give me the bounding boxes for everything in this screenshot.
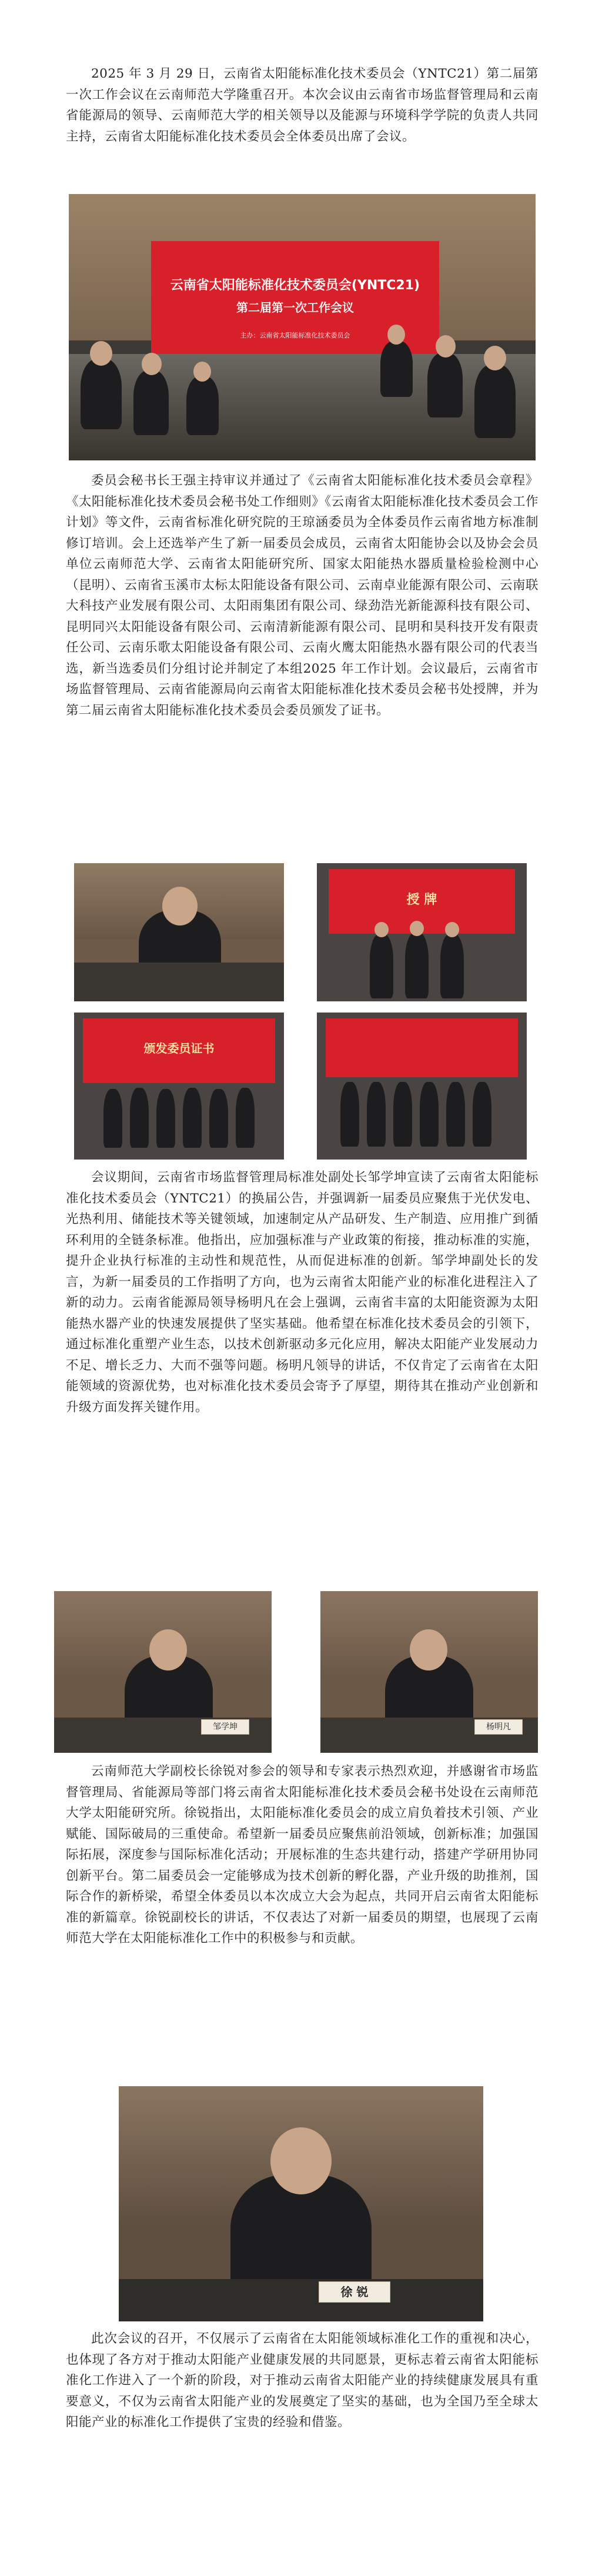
paragraph-agenda: 委员会秘书长王强主持审议并通过了《云南省太阳能标准化技术委员会章程》《太阳能标准化技术委员会秘书处工作细则》《云南省太阳能标准化技术委员会工作计划》等文件，云南省标准化研究院的王琼涵委员为全体委员作云南省地方标准制修订培训。会上还选举产生了新一届委员会成员，云南省太阳能协会以及协会会员单位云南师范大学、云南省太阳能研究所、国家太阳能热水器质量检验检测中心（昆明）、云南省玉溪市太标太阳能设备有限公司、云南卓业能源有限公司、云南联大科技产业发展有限公司、太阳雨集团有限公司、绿劲浩光新能源科技有限公司、昆明同兴太阳能设备有限公司、云南清新能源有限公司、昆明和昊科技开发有限责任公司、云南乐歌太阳能设备有限公司、云南火鹰太阳能热水器有限公司的代表当选，新当选委员们分组讨论并制定了本组2025 年工作计划。会议最后，云南省市场监督管理局、云南省能源局向云南省太阳能标准化技术委员会秘书处授牌，并为第二届云南省太阳能标准化技术委员会委员颁发了证书。 [66, 473, 539, 718]
nameplate-zou: 邹学坤 [201, 1719, 249, 1735]
paragraph-vice-president: 云南师范大学副校长徐锐对参会的领导和专家表示热烈欢迎，并感谢省市场监督管理局、省能源局等部门将云南省太阳能标准化技术委员会秘书处设在云南师范大学太阳能研究所。徐锐指出，太阳能标准化委员会的成立肩负着技术引领、产业赋能、国际破局的三重使命。希望新一届委员应聚焦前沿领域，创新标准；加强国际拓展，深度参与国际标准化活动；开展标准的生态共建行动，搭建产学研用协同创新平台。第二届委员会一定能够成为技术创新的孵化器，产业升级的助推剂，国际合作的新桥梁，希望全体委员以本次成立大会为起点，共同开启云南省太阳能标准的新篇章。徐锐副校长的讲话，不仅表达了对新一届委员的期望，也展现了云南师范大学在太阳能标准化工作中的积极参与和贡献。 [66, 1764, 539, 1946]
meeting-hall-photo [69, 194, 536, 460]
paragraph-conclusion: 此次会议的召开，不仅展示了云南省在太阳能领域标准化工作的重视和决心，也体现了各方对于推动太阳能产业健康发展的共同愿景，更标志着云南省太阳能标准化工作进入了一个新的阶段，对于推动云南省太阳能产业的持续健康发展具有重要意义，不仅为云南省太阳能产业的发展奠定了坚实的基础，也为全国乃至全球太阳能产业的标准化工作提供了宝贵的经验和借鉴。 [66, 2331, 539, 2430]
paragraph-intro: 2025 年 3 月 29 日，云南省太阳能标准化技术委员会（YNTC21）第二届第一次工作会议在云南师范大学隆重召开。本次会议由云南省市场监督管理局和云南省能源局的领导、云南师范大学的相关领导以及能源与环境科学学院的负责人共同主持，云南省太阳能标准化技术委员会全体委员出席了会议。 [66, 66, 539, 144]
nameplate-xu: 徐 锐 [319, 2281, 390, 2303]
screen-subtitle: 第二届第一次工作会议 [236, 300, 354, 315]
certificate-ceremony-photo [74, 1013, 284, 1160]
host-speaking-photo [74, 863, 284, 1001]
banner-award: 授 牌 [406, 893, 437, 907]
nameplate-yang: 杨明凡 [474, 1719, 523, 1735]
screen-small-text: 主办：云南省太阳能标准化技术委员会 [240, 332, 350, 339]
speaker-yang-photo [320, 1591, 538, 1753]
speaker-xu-photo [119, 2086, 483, 2321]
group-certificate-photo [317, 1013, 527, 1160]
screen-title: 云南省太阳能标准化技术委员会(YNTC21) [170, 278, 420, 293]
paragraph-speeches: 会议期间，云南省市场监督管理局标准处副处长邹学坤宣读了云南省太阳能标准化技术委员会（YNTC21）的换届公告，并强调新一届委员应聚焦于光伏发电、光热利用、储能技术等关键领域，加速制定从产品研发、生产制造、应用推广到循环利用的全链条标准。他指出，应加强标准与产业政策的衔接，推动标准的实施，提升企业执行标准的主动性和规范性，从而促进标准的创新。邹学坤副处长的发言，为新一届委员的工作指明了方向，也为云南省太阳能产业的标准化进程注入了新的动力。云南省能源局领导杨明凡在会上强调，云南省丰富的太阳能资源为太阳能热水器产业的快速发展提供了坚实基础。他希望在标准化技术委员会的引领下，通过标准化重塑产业生态，以技术创新驱动多元化应用，解决太阳能产业发展动力不足、增长乏力、大而不强等问题。杨明凡领导的讲话，不仅肯定了云南省在太阳能领域的资源优势，也对标准化技术委员会寄予了厚望，期待其在推动产业创新和升级方面发挥关键作用。 [66, 1170, 539, 1415]
banner-certificate: 颁发委员证书 [143, 1041, 215, 1055]
award-plaque-photo [317, 863, 527, 1001]
speaker-zou-photo [54, 1591, 272, 1753]
